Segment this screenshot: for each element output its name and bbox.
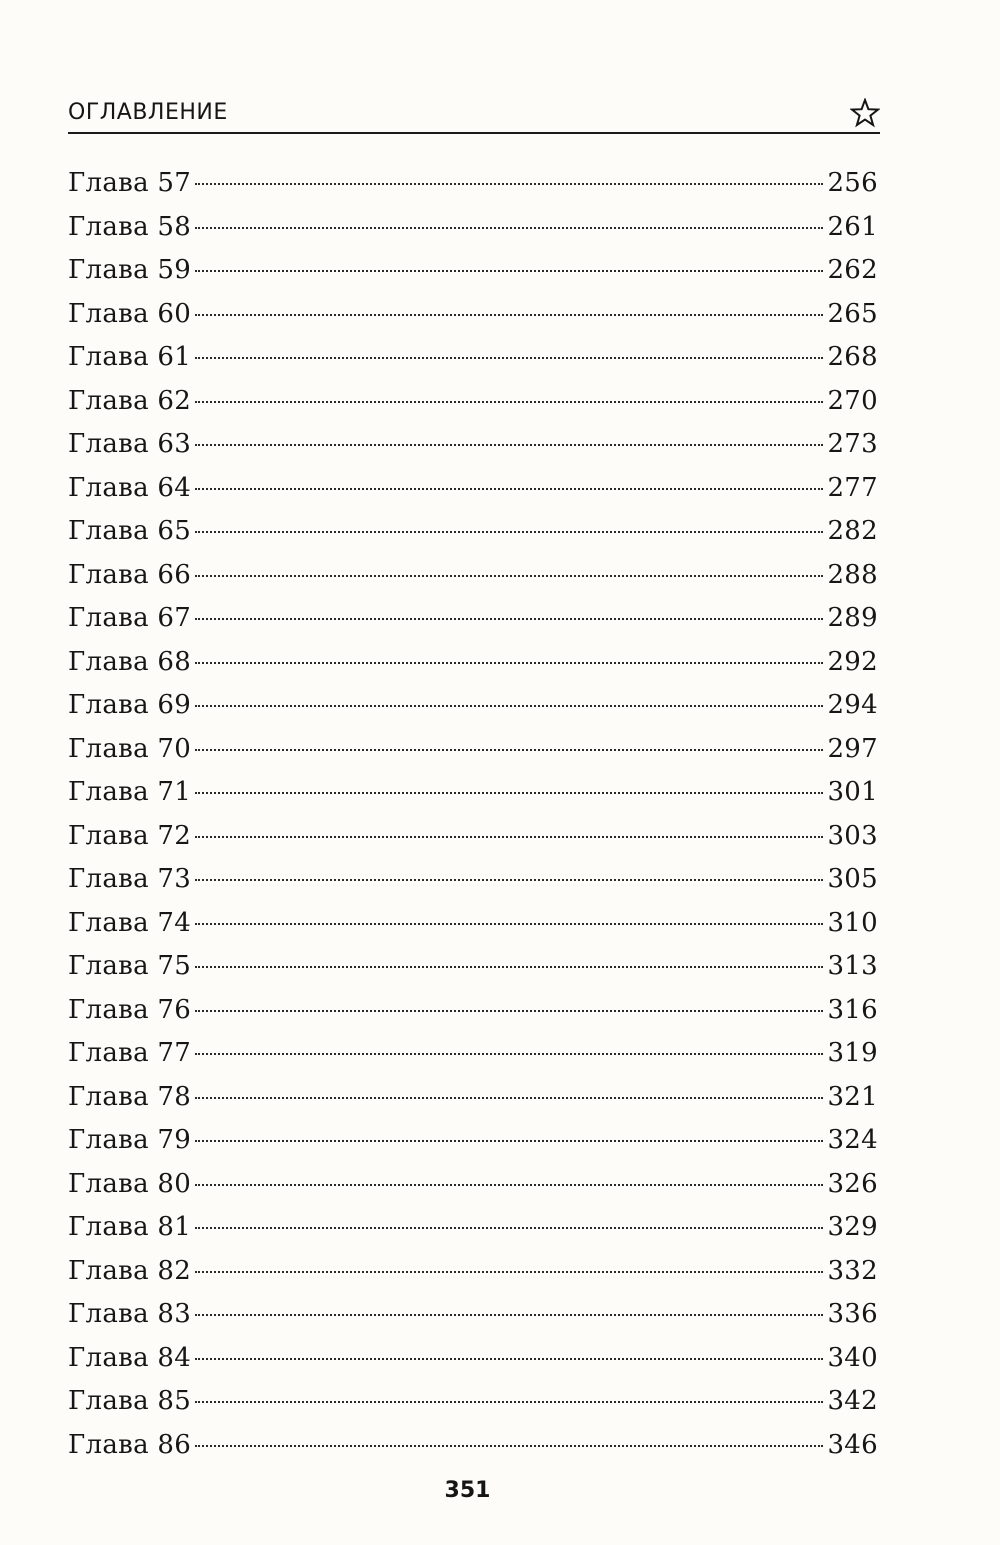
toc-entry-page: 346 <box>827 1429 878 1460</box>
dot-leader <box>195 488 823 490</box>
toc-entry-label: Глава 72 <box>68 820 192 851</box>
toc-entry-page: 329 <box>827 1212 878 1242</box>
toc-entry[interactable] <box>68 1119 878 1163</box>
toc-entry-page: 326 <box>827 1168 878 1199</box>
toc-entry-page: 340 <box>827 1342 878 1373</box>
dot-leader <box>195 575 823 577</box>
toc-entry-page: 324 <box>827 1125 878 1155</box>
toc-entry-page: 256 <box>827 168 878 198</box>
toc-entry[interactable] <box>68 249 878 293</box>
toc-entry[interactable] <box>68 380 878 424</box>
dot-leader <box>195 444 823 446</box>
toc-entry-page: 297 <box>827 733 878 764</box>
toc-entry[interactable] <box>68 902 878 946</box>
toc-entry[interactable] <box>68 771 878 815</box>
dot-leader <box>195 1053 823 1055</box>
toc-entry-label: Глава 67 <box>68 603 192 633</box>
toc-entry-label: Глава 65 <box>68 516 192 546</box>
toc-entry[interactable] <box>68 1032 878 1076</box>
toc-entry-page: 292 <box>827 646 878 677</box>
toc-entry-label: Глава 61 <box>68 342 192 372</box>
toc-entry-page: 303 <box>827 820 878 851</box>
dot-leader <box>195 1227 823 1229</box>
toc-entry-label: Глава 57 <box>68 168 192 198</box>
toc-entry-label: Глава 69 <box>68 690 192 720</box>
toc-entry-page: 288 <box>827 559 878 590</box>
dot-leader <box>195 662 823 664</box>
toc-entry[interactable] <box>68 206 878 250</box>
toc-entry-label: Глава 60 <box>68 298 192 329</box>
dot-leader <box>195 401 823 403</box>
toc-entry-page: 282 <box>827 516 878 546</box>
header-title: ОГЛАВЛЕНИЕ <box>68 100 228 125</box>
toc-entry[interactable] <box>68 728 878 772</box>
toc-entry[interactable] <box>68 1337 878 1381</box>
running-header <box>68 98 880 134</box>
dot-leader <box>195 1140 823 1142</box>
toc-entry-page: 321 <box>827 1081 878 1112</box>
dot-leader <box>195 1314 823 1316</box>
toc-entry-page: 319 <box>827 1038 878 1068</box>
toc-entry-page: 294 <box>827 690 878 720</box>
dot-leader <box>195 270 823 272</box>
toc-entry-page: 310 <box>827 907 878 938</box>
toc-entry-label: Глава 64 <box>68 472 192 503</box>
dot-leader <box>195 923 823 925</box>
toc-entry-page: 316 <box>827 994 878 1025</box>
dot-leader <box>195 227 823 229</box>
toc-entry-label: Глава 58 <box>68 211 192 242</box>
toc-entry-page: 305 <box>827 864 878 894</box>
toc-entry-label: Глава 66 <box>68 559 192 590</box>
toc-entry-page: 342 <box>827 1386 878 1416</box>
dot-leader <box>195 1010 823 1012</box>
toc-entry[interactable] <box>68 1206 878 1250</box>
toc-entry[interactable] <box>68 684 878 728</box>
toc-entry[interactable] <box>68 467 878 511</box>
dot-leader <box>195 836 823 838</box>
toc-entry-label: Глава 73 <box>68 864 192 894</box>
toc-entry-page: 277 <box>827 472 878 503</box>
toc-entry-page: 332 <box>827 1255 878 1286</box>
dot-leader <box>195 705 823 707</box>
dot-leader <box>195 314 823 316</box>
toc-entry[interactable] <box>68 597 878 641</box>
toc-entry-label: Глава 86 <box>68 1429 192 1460</box>
toc-entry-label: Глава 59 <box>68 255 192 285</box>
dot-leader <box>195 357 823 359</box>
toc-entry-label: Глава 68 <box>68 646 192 677</box>
toc-entry-label: Глава 82 <box>68 1255 192 1286</box>
dot-leader <box>195 879 823 881</box>
toc-entry[interactable] <box>68 815 878 859</box>
dot-leader <box>195 749 823 751</box>
toc-entry-label: Глава 63 <box>68 429 192 459</box>
toc-entry[interactable] <box>68 945 878 989</box>
dot-leader <box>195 1401 823 1403</box>
toc-entry[interactable] <box>68 554 878 598</box>
page-number: 351 <box>444 1478 491 1503</box>
toc-entry-label: Глава 62 <box>68 385 192 416</box>
toc-entry-page: 289 <box>827 603 878 633</box>
toc-entry-label: Глава 77 <box>68 1038 192 1068</box>
star-outline-icon <box>850 98 880 128</box>
toc-entry-page: 270 <box>827 385 878 416</box>
toc-entry-label: Глава 83 <box>68 1299 192 1329</box>
toc-entry-label: Глава 75 <box>68 951 192 981</box>
toc-entry-label: Глава 74 <box>68 907 192 938</box>
dot-leader <box>195 183 823 185</box>
toc-entry[interactable] <box>68 1163 878 1207</box>
dot-leader <box>195 1097 823 1099</box>
toc-entry-label: Глава 81 <box>68 1212 192 1242</box>
dot-leader <box>195 1358 823 1360</box>
toc-entry-label: Глава 70 <box>68 733 192 764</box>
toc-entry-label: Глава 80 <box>68 1168 192 1199</box>
dot-leader <box>195 618 823 620</box>
toc-entry[interactable] <box>68 858 878 902</box>
toc-entry-label: Глава 79 <box>68 1125 192 1155</box>
dot-leader <box>195 531 823 533</box>
toc-entry[interactable] <box>68 1424 878 1468</box>
toc-entry-label: Глава 71 <box>68 777 192 807</box>
toc-entry-page: 262 <box>827 255 878 285</box>
dot-leader <box>195 1271 823 1273</box>
dot-leader <box>195 966 823 968</box>
toc-entry[interactable] <box>68 1076 878 1120</box>
toc-entry[interactable] <box>68 162 878 206</box>
table-of-contents <box>68 162 878 1467</box>
toc-entry[interactable] <box>68 336 878 380</box>
toc-entry-page: 301 <box>827 777 878 807</box>
toc-entry-page: 313 <box>827 951 878 981</box>
toc-entry[interactable] <box>68 1380 878 1424</box>
toc-entry-page: 268 <box>827 342 878 372</box>
toc-entry-page: 336 <box>827 1299 878 1329</box>
dot-leader <box>195 792 823 794</box>
dot-leader <box>195 1445 823 1447</box>
toc-entry-page: 265 <box>827 298 878 329</box>
dot-leader <box>195 1184 823 1186</box>
toc-entry[interactable] <box>68 641 878 685</box>
toc-entry[interactable] <box>68 510 878 554</box>
toc-entry[interactable] <box>68 423 878 467</box>
toc-entry-page: 261 <box>827 211 878 242</box>
toc-entry-label: Глава 84 <box>68 1342 192 1373</box>
toc-entry-page: 273 <box>827 429 878 459</box>
toc-entry-label: Глава 78 <box>68 1081 192 1112</box>
toc-entry[interactable] <box>68 1293 878 1337</box>
toc-entry-label: Глава 85 <box>68 1386 192 1416</box>
toc-entry[interactable] <box>68 293 878 337</box>
toc-entry[interactable] <box>68 989 878 1033</box>
toc-entry-label: Глава 76 <box>68 994 192 1025</box>
toc-entry[interactable] <box>68 1250 878 1294</box>
